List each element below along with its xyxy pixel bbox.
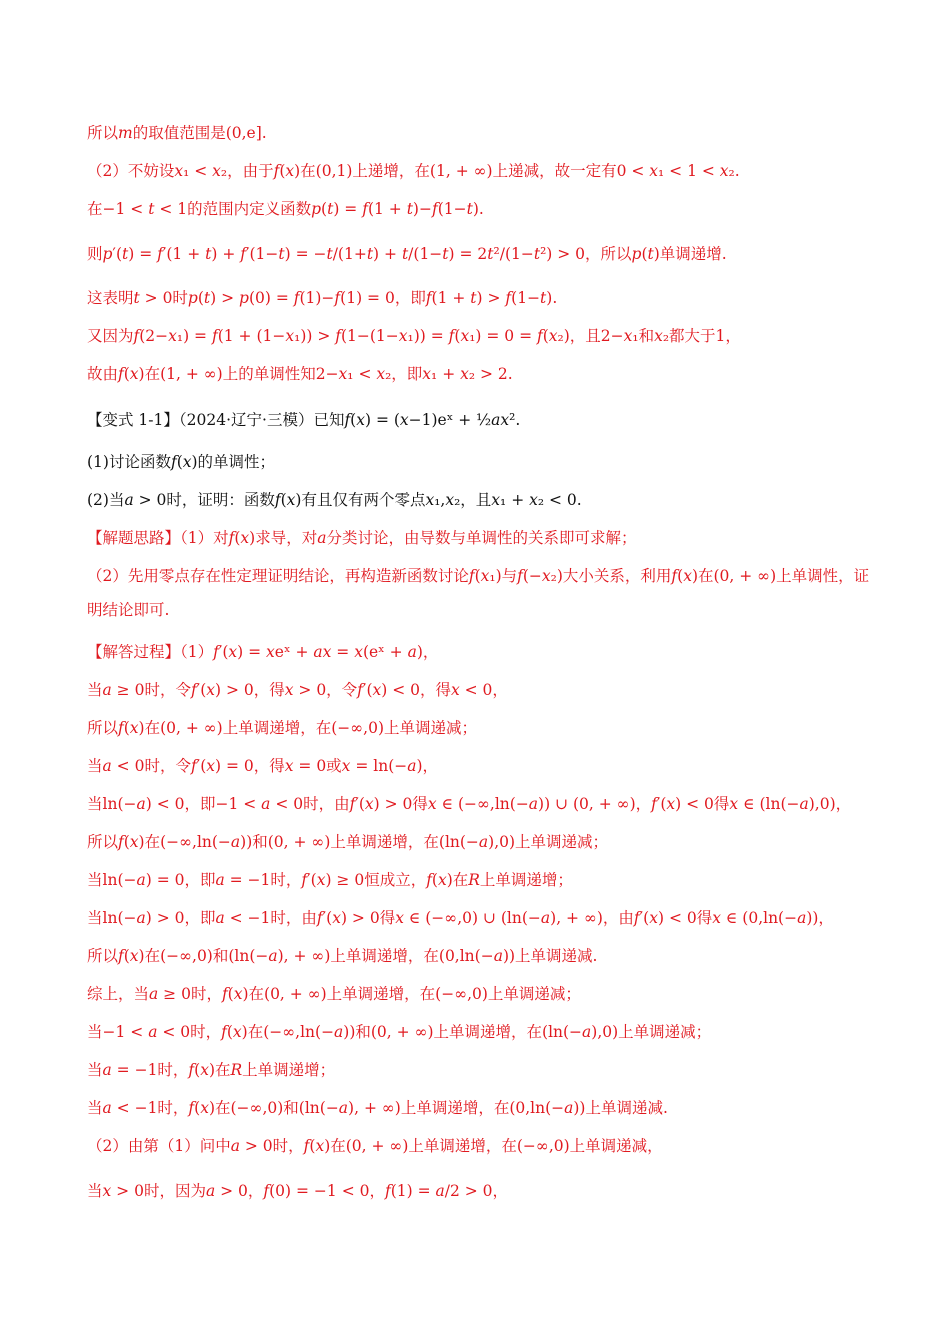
solution-line: 当ln(−𝑎) > 0，即𝑎 < −1时，由𝑓′(𝑥) > 0得𝑥 ∈ (−∞,0) ∪ (ln(−𝑎), + ∞)，由𝑓′(𝑥) < 0得𝑥 ∈ (0,ln(−𝑎))， [87,909,834,927]
idea-part-1: （1）对𝑓(𝑥)求导，对𝑎分类讨论，由导数与单调性的关系即可求解； [180,529,637,547]
solution-line: 当ln(−𝑎) < 0，即−1 < 𝑎 < 0时，由𝑓′(𝑥) > 0得𝑥 ∈ (−∞,ln(−𝑎)) ∪ (0, + ∞)，𝑓′(𝑥) < 0得𝑥 ∈ (ln(−𝑎),0)， [87,795,852,813]
text-line: 在−1 < 𝑡 < 1的范围内定义函数𝑝(𝑡) = 𝑓(1 + 𝑡)−𝑓(1−𝑡). [87,200,484,218]
text-line: 这表明𝑡 > 0时𝑝(𝑡) > 𝑝(0) = 𝑓(1)−𝑓(1) = 0，即𝑓(1 + 𝑡) > 𝑓(1−𝑡). [87,289,558,307]
text-line: 故由𝑓(𝑥)在(1, + ∞)上的单调性知2−𝑥₁ < 𝑥₂，即𝑥₁ + 𝑥₂ > 2. [87,365,513,383]
text-line: 所以𝑚的取值范围是(0,e]. [87,124,267,142]
variant-label: 【变式 1-1】 [87,411,179,429]
idea-label: 【解题思路】 [87,529,181,547]
text-line: （2）不妨设𝑥₁ < 𝑥₂，由于𝑓(𝑥)在(0,1)上递增，在(1, + ∞)上递减，故一定有0 < 𝑥₁ < 1 < 𝑥₂. [87,162,740,180]
solution-line: （2）由第（1）问中𝑎 > 0时，𝑓(𝑥)在(0, + ∞)上单调递增，在(−∞,0)上单调递减， [87,1137,663,1155]
text-line: 又因为𝑓(2−𝑥₁) = 𝑓(1 + (1−𝑥₁)) > 𝑓(1−(1−𝑥₁)) = 𝑓(𝑥₁) = 0 = 𝑓(𝑥₂)，且2−𝑥₁和𝑥₂都大于1， [87,327,741,345]
question-2: (2)当𝑎 > 0时，证明：函数𝑓(𝑥)有且仅有两个零点𝑥₁,𝑥₂，且𝑥₁ + 𝑥₂ < 0. [87,491,582,509]
solution-line: 当𝑎 = −1时，𝑓(𝑥)在𝑅上单调递增； [87,1061,336,1079]
solution-line: 当𝑎 < 0时，令𝑓′(𝑥) = 0，得𝑥 = 0或𝑥 = ln(−𝑎)， [87,757,439,775]
solution-label: 【解答过程】 [87,643,181,661]
solution-line: 当𝑥 > 0时，因为𝑎 > 0，𝑓(0) = −1 < 0，𝑓(1) = 𝑎/2 > 0， [87,1182,509,1200]
solution-line: 当−1 < 𝑎 < 0时，𝑓(𝑥)在(−∞,ln(−𝑎))和(0, + ∞)上单调递增，在(ln(−𝑎),0)上单调递减； [87,1023,712,1041]
solution-line: 当𝑎 ≥ 0时，令𝑓′(𝑥) > 0，得𝑥 > 0，令𝑓′(𝑥) < 0，得𝑥 < 0， [87,681,508,699]
solution-first: （1）𝑓′(𝑥) = 𝑥eˣ + 𝑎𝑥 = 𝑥(eˣ + 𝑎)， [180,643,439,661]
idea-line [87,527,877,549]
variant-heading [87,409,877,431]
solution-line: 当ln(−𝑎) = 0，即𝑎 = −1时，𝑓′(𝑥) ≥ 0恒成立，𝑓(𝑥)在𝑅上单调递增； [87,871,573,889]
solution-line: 所以𝑓(𝑥)在(0, + ∞)上单调递增，在(−∞,0)上单调递减； [87,719,477,737]
solution-line: 所以𝑓(𝑥)在(−∞,ln(−𝑎))和(0, + ∞)上单调递增，在(ln(−𝑎),0)上单调递减； [87,833,609,851]
idea-part-2: （2）先用零点存在性定理证明结论，再构造新函数讨论𝑓(𝑥₁)与𝑓(−𝑥₂)大小关系，利用𝑓(𝑥)在(0, + ∞)上单调性，证明结论即可. [87,567,870,619]
solution-line: 所以𝑓(𝑥)在(−∞,0)和(ln(−𝑎), + ∞)上单调递增，在(0,ln(−𝑎))上单调递减. [87,947,598,965]
solution-first-line [87,641,877,663]
solution-line: 综上，当𝑎 ≥ 0时，𝑓(𝑥)在(0, + ∞)上单调递增，在(−∞,0)上单调递减； [87,985,581,1003]
variant-text: （2024·辽宁·三模）已知𝑓(𝑥) = (𝑥−1)eˣ + ½𝑎𝑥². [178,411,521,429]
text-line: 则𝑝′(𝑡) = 𝑓′(1 + 𝑡) + 𝑓′(1−𝑡) = −𝑡/(1+𝑡) + 𝑡/(1−𝑡) = 2𝑡²/(1−𝑡²) > 0，所以𝑝(𝑡)单调递增. [87,245,727,263]
solution-line: 当𝑎 < −1时，𝑓(𝑥)在(−∞,0)和(ln(−𝑎), + ∞)上单调递增，在(0,ln(−𝑎))上单调递减. [87,1099,668,1117]
question-1: (1)讨论函数𝑓(𝑥)的单调性； [87,453,276,471]
